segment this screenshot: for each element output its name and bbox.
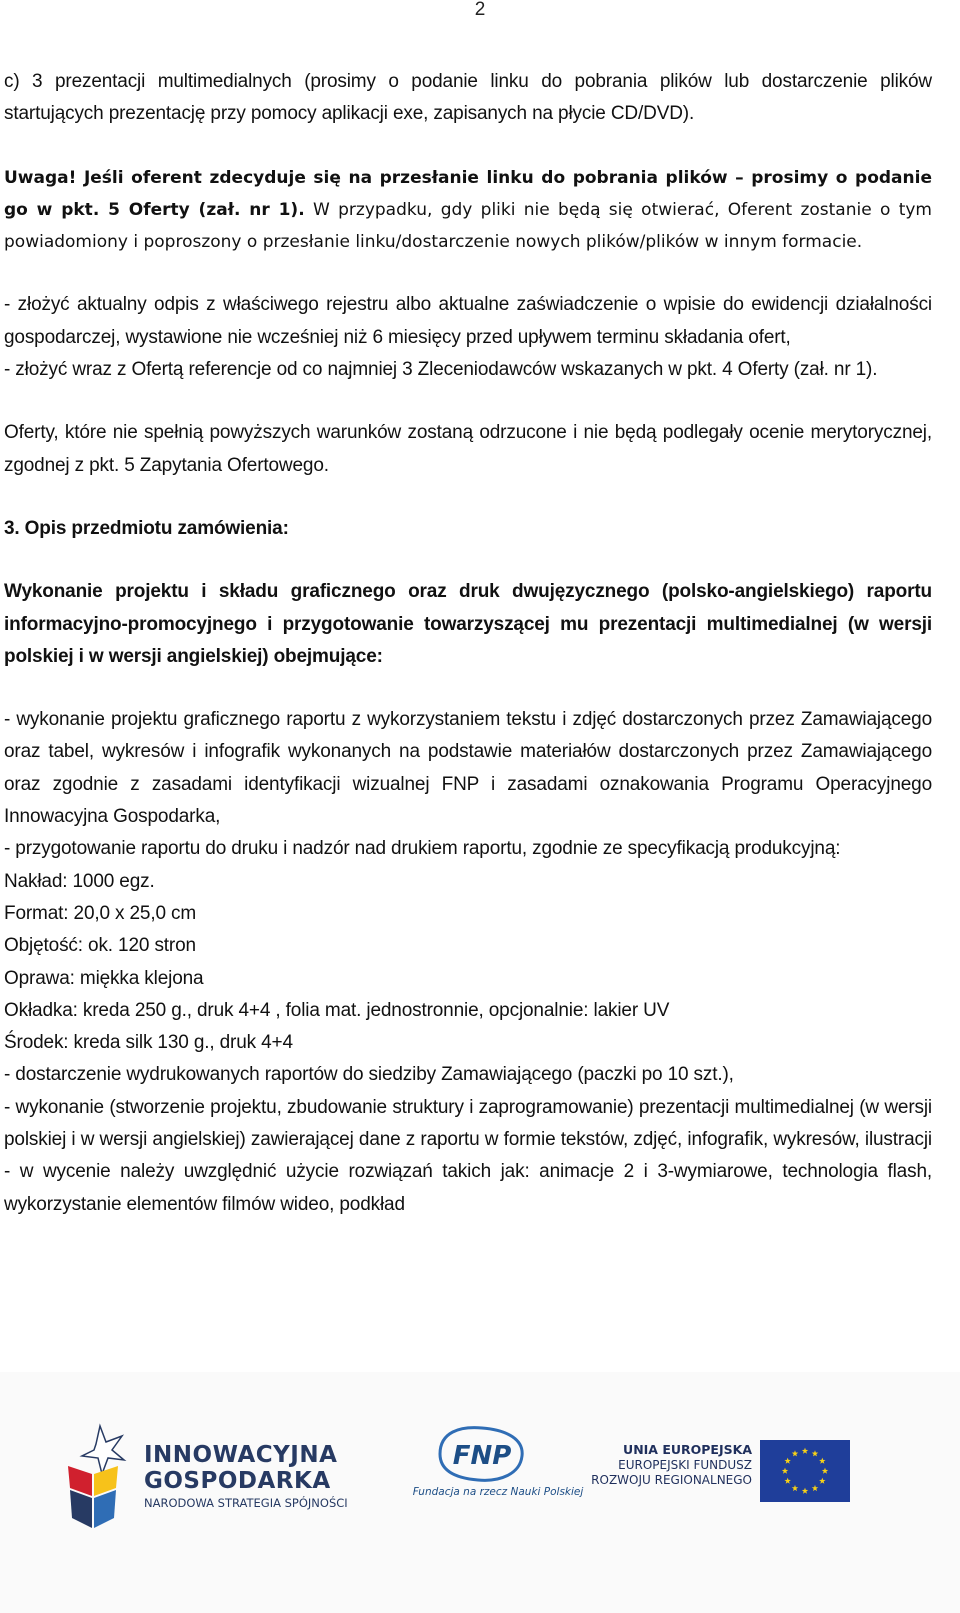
paragraph-c: c) 3 prezentacji multimedialnych (prosimy o podanie linku do pobrania plików lub dostarczenie plików startujących prezentację przy pomocy aplikacji exe, zapisanych na płycie CD/DVD). <box>4 71 932 125</box>
note-bold-text: Jeśli oferent zdecyduje się na przesłanie linku do pobrania plików – prosimy o podanie go w pkt. 5 Oferty (zał. nr 1). <box>4 167 932 220</box>
delivery-item: - dostarczenie wydrukowanych raportów do siedziby Zamawiającego (paczki po 10 szt.), <box>4 1064 734 1086</box>
spec-line: Środek: kreda silk 130 g., druk 4+4 <box>4 1032 293 1054</box>
requirement-item: - złożyć wraz z Ofertą referencje od co najmniej 3 Zleceniodawców wskazanych w pkt. 4 Oferty (zał. nr 1). <box>4 359 878 381</box>
ig-title-line2: GOSPODARKA <box>144 1468 331 1494</box>
star-icon <box>62 1422 132 1532</box>
spec-line: Oprawa: miękka klejona <box>4 967 204 989</box>
spec-line: Objętość: ok. 120 stron <box>4 935 196 957</box>
spec-line: Format: 20,0 x 25,0 cm <box>4 902 197 924</box>
eu-flag-icon <box>760 1440 850 1502</box>
scope-intro: Wykonanie projektu i składu graficznego oraz druk dwujęzycznego (polsko-angielskiego) raportu informacyjno-promocyjnego i przygotowanie towarzyszącej mu prezentacji multimedialnej (w wersji polskiej i w wersji angielskiej) obejmujące: <box>4 581 932 667</box>
note-rest: W przypadku, gdy pliki nie będą się otwierać, Oferent zostanie o tym powiadomiony i poproszony o przesłanie linku/dostarczenie nowych plików/plików w innym formacie. <box>4 199 932 253</box>
scope-item: - wykonanie projektu graficznego raportu z wykorzystaniem tekstu i zdjęć dostarczonych przez Zamawiającego oraz tabel, wykresów i infografik wykonanych na podstawie materiałów dostarczonych przez Zamawiającego oraz zgodnie z zasadami identyfikacji wizualnej FNP i zasadami oznakowania Programu Operacyjnego Innowacyjna Gospodarka, <box>4 709 932 828</box>
ig-title-line1: INNOWACYJNA <box>144 1442 338 1468</box>
fnp-caption: Fundacja na rzecz Nauki Polskiej <box>412 1486 584 1498</box>
fnp-mark <box>430 1424 530 1484</box>
innowacyjna-gospodarka-logo <box>62 1422 362 1532</box>
scope-item: - przygotowanie raportu do druku i nadzór nad drukiem raportu, zgodnie ze specyfikacją produkcyjną: <box>4 838 841 860</box>
eu-line2: EUROPEJSKI FUNDUSZ <box>618 1458 752 1472</box>
eu-line1: UNIA EUROPEJSKA <box>623 1442 752 1457</box>
eu-line3: ROZWOJU REGIONALNEGO <box>591 1473 752 1487</box>
fnp-mark-text: FNP <box>452 1441 512 1471</box>
multimedia-item: - wykonanie (stworzenie projektu, zbudowanie struktury i zaprogramowanie) prezentacji multimedialnej (w wersji polskiej i w wersji angielskiej) zawierającej dane z raportu w formie tekstów, zdjęć, infografik, wykresów, ilustracji - w wycenie należy uwzględnić użycie rozwiązań takich jak: animacje 2 i 3-wymiarowe, technologia flash, wykorzystanie elementów filmów wideo, podkład <box>4 1096 932 1215</box>
requirement-item: - złożyć aktualny odpis z właściwego rejestru albo aktualne zaświadczenie o wpisie do ewidencji działalności gospodarczej, wystawione nie wcześniej niż 6 miesięcy przed upływem terminu składania ofert, <box>4 294 932 348</box>
fnp-logo <box>398 1424 588 1514</box>
document-body <box>4 66 932 1221</box>
section-heading: 3. Opis przedmiotu zamówienia: <box>4 517 289 539</box>
footer-logos <box>0 1372 960 1613</box>
spec-line: Okładka: kreda 250 g., druk 4+4 , folia mat. jednostronnie, opcjonalnie: lakier UV <box>4 999 670 1021</box>
page-number: 2 <box>474 0 486 20</box>
spec-line: Nakład: 1000 egz. <box>4 870 155 892</box>
note-paragraph <box>4 162 932 259</box>
rejection-paragraph: Oferty, które nie spełnią powyższych warunków zostaną odrzucone i nie będą podlegały ocenie merytorycznej, zgodnej z pkt. 5 Zapytania Ofertowego. <box>4 422 932 476</box>
eu-logo <box>591 1426 860 1506</box>
note-label: Uwaga! <box>4 167 77 188</box>
ig-subtitle: NARODOWA STRATEGIA SPÓJNOŚCI <box>144 1496 348 1510</box>
